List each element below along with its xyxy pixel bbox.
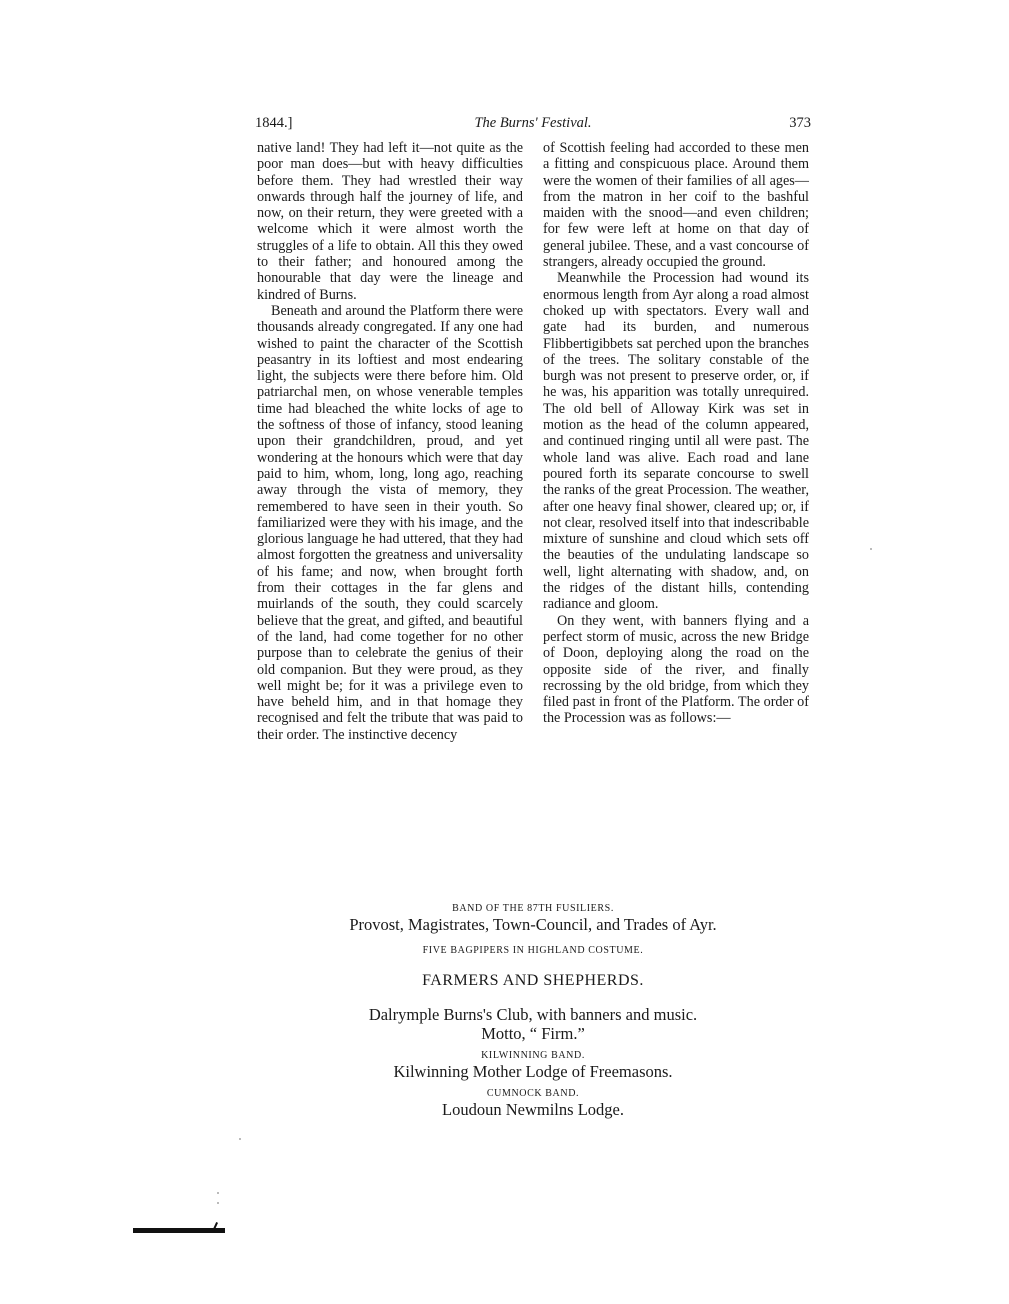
procession-item-motto: Motto, “ Firm.” [481,1024,585,1043]
paragraph: Beneath and around the Platform there were thousands already congregated. If any one had wished to paint the character of the Scottish peasantry in its loftiest and most endearing light, the subjects were there before him. Old patriarchal men, on whose venerable temples time had bleached the white locks of age to the softness of those of infancy, stood leaning upon their grandchildren, proud, and yet wondering at the honours which were that day paid to him, whom, long, long ago, reaching away through the vista of memory, they remembered to have seen in their youth. So familiarized were they with his image, and the glorious language he had uttered, that they had almost forgotten the greatness and universality of his fame; and now, when brought forth from their cottages in the far glens and muirlands of the south, they could scarcely believe that the great, and gifted, and beautiful of the land, had come together for no other purpose than to celebrate the genius of their old companion. But they were proud, as they well might be; for it was a privilege even to have beheld him, and in that homage they recognised and felt the tribute that was paid to their order. The instinctive decency [257,302,523,743]
scan-artifact-dot [217,1192,219,1194]
procession-item-dalrymple: Dalrymple Burns's Club, with banners and music. [368,1005,698,1024]
page-number: 373 [789,115,811,131]
header-title: The Burns' Festival. [474,115,592,131]
procession-item-loudoun-lodge: Loudoun Newmilns Lodge. [442,1100,624,1119]
paragraph: Meanwhile the Procession had wound its enormous length from Ayr along a road almost choked up with spectators. Every wall and gate had its burden, and numerous Flibbertigibbets sat perched upon the branches of the trees. The solitary constable of the burgh was not present to preserve order, or, if he was, his apparition was totally unrequired. The old bell of Alloway Kirk was set in motion as the head of the column appeared, and continued ringing until all were past. The whole land was alive. Each road and lane poured forth its separate concourse to swell the ranks of the great Procession. The weather, after one heavy final shower, cleared up; or, if not clear, resolved itself into that indescribable mixture of sunshine and cloud which sets off the beauties of the undulating landscape so well, light alternating with shadow, and, on the ridges of the distant hills, contending radiance and gloom. [543,270,809,613]
procession-item-kilwinning-lodge: Kilwinning Mother Lodge of Freemasons. [393,1062,673,1081]
right-column [543,140,809,727]
procession-item-provost: Provost, Magistrates, Town-Council, and Trades of Ayr. [349,915,717,934]
paragraph: native land! They had left it—not quite as the poor man does—but with heavy difficulties before them. They had wrestled their way onwards through half the journey of life, and now, on their return, they were greeted with a welcome which it were almost worth the struggles of a life to obtain. All this they owed to their father; and honoured among the honourable that day were the lineage and kindred of Burns. [257,140,523,303]
running-header [255,115,811,135]
procession-heading-farmers: FARMERS AND SHEPHERDS. [422,972,644,989]
scan-artifact-dot [870,548,872,550]
paragraph: of Scottish feeling had accorded to these men a fitting and conspicuous place. Around them were the women of their families of all ages—from the matron in her coif to the bashful maiden with the snood—and even children; for few were left at home on that day of general jubilee. These, and a vast concourse of strangers, already occupied the ground. [543,140,809,271]
procession-item-bagpipers: FIVE BAGPIPERS IN HIGHLAND COSTUME. [422,945,644,956]
scan-artifact-dot [239,1138,241,1140]
left-column [257,140,523,743]
procession-list [257,902,809,1119]
procession-item-kilwinning-band: KILWINNING BAND. [481,1050,585,1061]
scan-artifact-dot [217,1202,219,1204]
procession-item-cumnock-band: CUMNOCK BAND. [486,1088,580,1099]
header-year: 1844.] [255,115,293,131]
procession-item-band-87th: BAND OF THE 87TH FUSILIERS. [452,903,614,914]
paragraph: On they went, with banners flying and a perfect storm of music, across the new Bridge of Doon, deploying along the road on the opposite side of the river, and finally recrossing by the old bridge, from which they filed past in front of the Platform. The order of the Procession was as follows:— [543,612,809,727]
